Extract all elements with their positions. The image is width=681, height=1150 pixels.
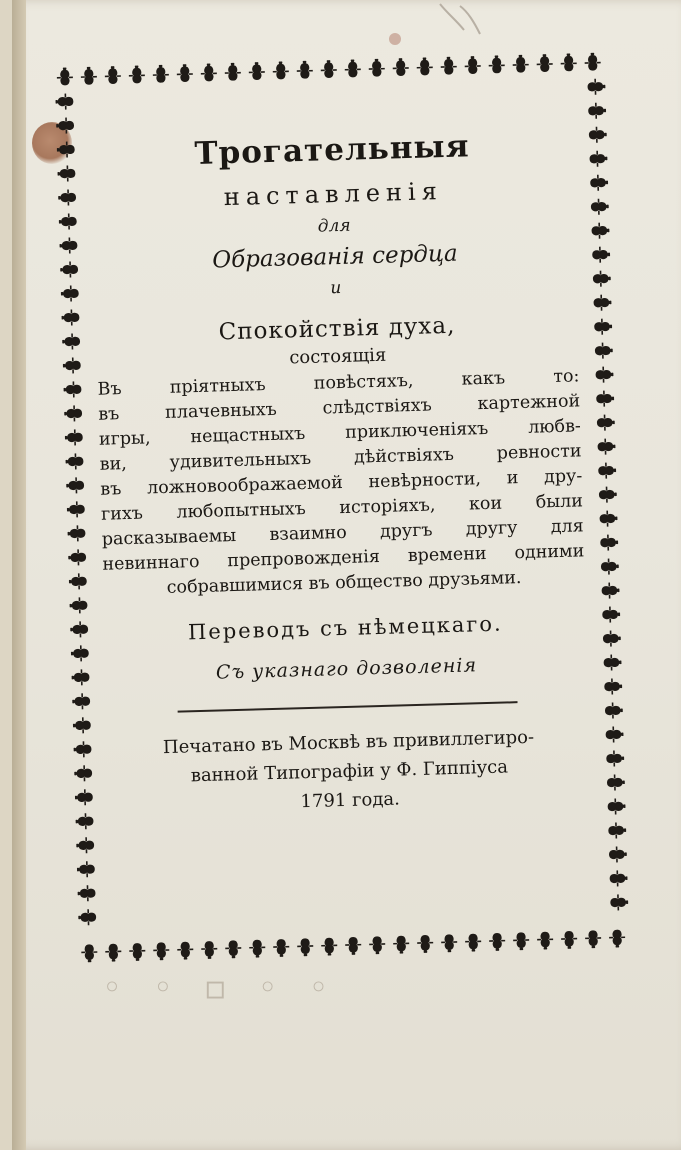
pencil-mark-icon [430,0,490,40]
fleuron-icon [68,573,86,589]
fleuron-icon [591,174,609,190]
fleuron-icon [594,294,612,310]
fleuron-icon [344,59,360,77]
fleuron-icon [320,59,336,77]
fleuron-icon [60,285,78,301]
fleuron-icon [73,741,91,757]
fleuron-icon [596,366,614,382]
fleuron-icon [59,261,77,277]
fleuron-icon [249,940,265,958]
fleuron-icon [392,57,408,75]
fleuron-icon [63,381,81,397]
fleuron-icon [74,789,92,805]
fleuron-icon [153,943,169,961]
fleuron-icon [57,165,75,181]
fleuron-icon [598,438,616,454]
fleuron-icon [64,429,82,445]
fleuron-icon [608,798,626,814]
fleuron-icon [63,405,81,421]
fleuron-icon [597,390,615,406]
fleuron-icon [589,102,607,118]
description-line: Въ пріятныхъ повѣстяхъ, какъ то: [97,366,580,400]
fleuron-icon [604,630,622,646]
description-line: гихъ любопытныхъ исторіяхъ, кои были [100,491,584,525]
fleuron-icon [584,52,600,70]
fleuron-icon [177,942,193,960]
fleuron-icon [441,935,457,953]
description-line: расказываемы взаимно другъ другу для [101,516,584,550]
description-line: игры, нещастныхъ приключеніяхъ любв- [98,416,582,450]
fleuron-icon [488,54,504,72]
fleuron-icon [368,58,384,76]
fleuron-icon [537,932,553,950]
fleuron-icon [417,936,433,954]
fleuron-icon [66,501,84,517]
fleuron-icon [249,61,265,79]
fleuron-icon [65,453,83,469]
fleuron-icon [73,765,91,781]
fleuron-icon [489,934,505,952]
fleuron-icon [599,462,617,478]
fleuron-icon [536,53,552,71]
fleuron-icon [611,894,629,910]
imprint [103,721,595,822]
title-line-5: и [330,277,342,299]
fleuron-icon [62,357,80,373]
title-line-2: наставленія [223,177,444,212]
fleuron-icon [440,56,456,74]
fleuron-icon [592,222,610,238]
title-line-7: состоящія [289,344,387,369]
fleuron-icon [589,126,607,142]
fleuron-icon [513,933,529,951]
fleuron-icon [605,678,623,694]
book-spine-edge [12,0,26,1150]
fleuron-icon [61,309,79,325]
fleuron-icon [604,654,622,670]
fleuron-icon [71,669,89,685]
fleuron-icon [55,93,73,109]
title-page-content [86,113,595,821]
fleuron-icon [602,582,620,598]
fleuron-icon [512,54,528,72]
fleuron-icon [65,477,83,493]
fleuron-icon [57,67,73,85]
fleuron-icon [596,342,614,358]
fleuron-icon [593,246,611,262]
book-page [12,0,681,1150]
fleuron-icon [465,934,481,952]
fleuron-icon [75,837,93,853]
fleuron-icon [55,117,73,133]
fleuron-icon [602,558,620,574]
fleuron-icon [105,65,121,83]
fleuron-icon [393,936,409,954]
fleuron-icon [593,270,611,286]
description-line: ви, удивительныхъ дѣйствіяхъ ревности [99,441,582,475]
fleuron-icon [585,931,601,949]
small-stain-icon [389,33,401,45]
fleuron-icon [70,645,88,661]
fleuron-icon [606,702,624,718]
fleuron-icon [177,63,193,81]
fleuron-icon [59,237,77,253]
fleuron-icon [600,486,618,502]
imprint-line: ванной Типографіи у Ф. Гиппіуса [190,756,509,787]
description-paragraph [97,364,585,602]
fleuron-icon [600,510,618,526]
fleuron-icon [61,333,79,349]
title-line-6: Спокойствія духа, [218,312,456,346]
fleuron-icon [201,63,217,81]
title-line-1: Трогательныя [194,128,470,172]
fleuron-icon [67,525,85,541]
fleuron-icon [72,717,90,733]
fleuron-icon [201,942,217,960]
imprint-line: Печатано въ Москвѣ въ привиллегиро- [162,726,535,759]
fleuron-icon [464,55,480,73]
fleuron-icon [297,939,313,957]
ornamental-frame [55,52,630,962]
fleuron-icon [273,61,289,79]
fleuron-icon [105,944,121,962]
fleuron-icon [67,549,85,565]
fleuron-icon [590,150,608,166]
fleuron-icon [77,909,95,925]
fleuron-icon [76,861,94,877]
fleuron-icon [75,813,93,829]
fleuron-icon [416,56,432,74]
title-line-3: для [317,215,351,237]
fleuron-icon [369,937,385,955]
fleuron-icon [273,940,289,958]
fleuron-icon [129,65,145,83]
fleuron-icon [560,52,576,70]
fleuron-icon [57,189,75,205]
fleuron-icon [606,726,624,742]
fleuron-icon [77,885,95,901]
faded-library-stamp-icon: ◦ ◦ ▫ ◦ ◦ [102,968,339,1008]
fleuron-icon [610,846,628,862]
fleuron-icon [225,62,241,80]
fleuron-icon [71,693,89,709]
fleuron-icon [588,78,606,94]
description-line: невиннаго препровожденія времени одними [102,541,585,575]
fleuron-icon [58,213,76,229]
fleuron-icon [598,414,616,430]
title-line-4: Образованія сердца [211,240,459,274]
horizontal-rule [178,701,518,712]
fleuron-icon [81,945,97,962]
fleuron-icon [69,597,87,613]
fleuron-icon [603,606,621,622]
fleuron-icon [81,66,97,84]
fleuron-icon [345,938,361,956]
translation-note: Переводъ съ нѣмецкаго. [187,611,503,645]
fleuron-icon [610,870,628,886]
fleuron-icon [608,774,626,790]
description-line: въ ложновоображаемой невѣрности, и дру- [100,466,583,500]
fleuron-icon [595,318,613,334]
fleuron-icon [601,534,619,550]
fleuron-icon [609,822,627,838]
fleuron-icon [607,750,625,766]
permission-note: Съ указнаго дозволенія [215,654,478,684]
fleuron-icon [153,64,169,82]
fleuron-icon [56,141,74,157]
imprint-line: 1791 года. [300,788,401,813]
fleuron-icon [321,938,337,956]
fleuron-icon [129,944,145,962]
fleuron-icon [296,60,312,78]
description-line: собравшимися въ общество друзьями. [166,568,522,598]
fleuron-icon [609,930,625,948]
fleuron-icon [561,932,577,950]
fleuron-icon [69,621,87,637]
description-line: въ плачевныхъ слѣдствіяхъ картежной [98,391,581,425]
fleuron-icon [225,941,241,959]
fleuron-icon [591,198,609,214]
